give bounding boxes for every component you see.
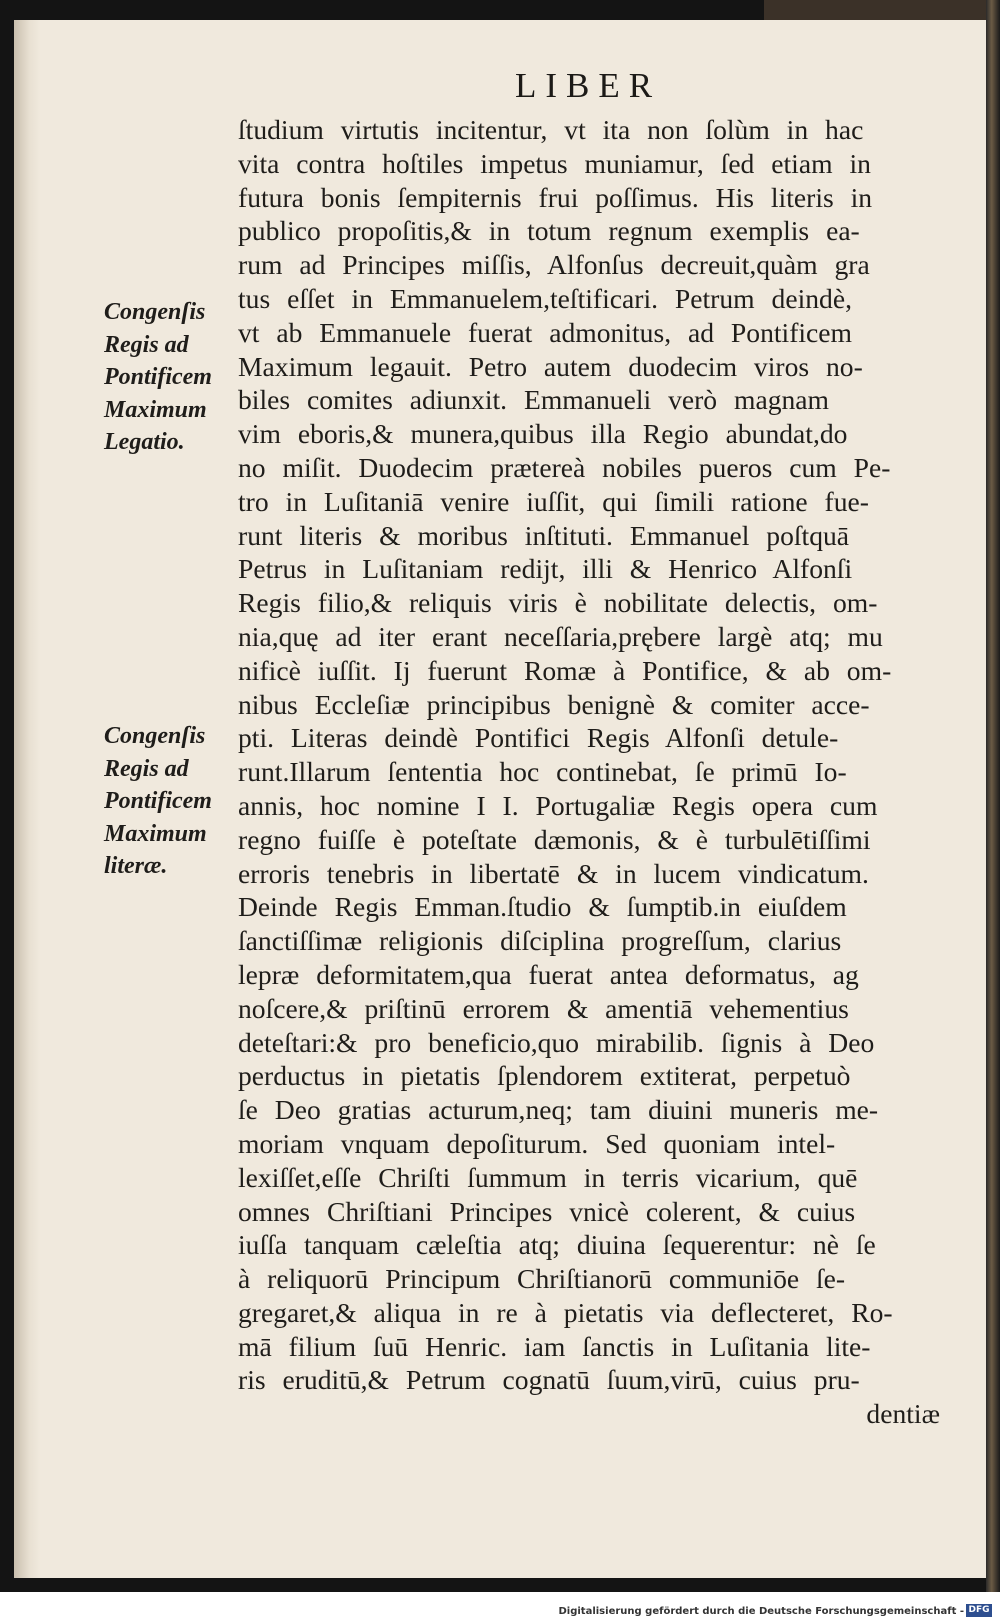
text-line: ſtudium virtutis incitentur, vt ita non ſolùm in hac: [238, 114, 864, 145]
text-line: regno fuiſſe è poteſtate dæmonis, & è turbulētiſſimi: [238, 823, 871, 855]
text-line: à reliquorū Principum Chriſtianorū communiōe ſe-: [238, 1263, 846, 1295]
text-line: runt.Illarum ſententia hoc continebat, ſe primū Io-: [238, 756, 847, 788]
text-line: Petrus in Luſitaniam rediјt, illi & Henrico Alfonſi: [238, 553, 853, 585]
text-line: erroris tenebris in libertatē & in lucem vindicatum.: [238, 857, 869, 889]
text-line: moriam vnquam depoſiturum. Sed quoniam intel-: [238, 1127, 836, 1159]
marginal-line: Pontificem: [104, 788, 212, 814]
marginal-line: literæ.: [104, 853, 168, 879]
text-line: nia,quę ad iter erant neceſſaria,prębere largè atq; mu: [238, 620, 883, 652]
footer-credit: Digitalisierung gefördert durch die Deutsche Forschungsgemeinschaft -: [558, 1606, 964, 1617]
marginal-note-legatio: [104, 296, 234, 459]
text-line: biles comites adiunxit. Emmanueli verò magnam: [238, 384, 830, 416]
text-line: gregaret,& aliqua in re à pietatis via deflecteret, Ro-: [238, 1296, 893, 1328]
text-line: Maximum legauit. Petro autem duodecim viros no-: [238, 350, 863, 382]
marginal-line: Congenſis: [104, 723, 206, 749]
text-line: nificè iuſſit. Ij fuerunt Romæ à Pontifice, & ab om-: [238, 654, 892, 686]
text-line: perductus in pietatis ſplendorem extiterat, perpetuò: [238, 1060, 851, 1092]
running-header: LIBER: [515, 66, 662, 105]
book-edge-right: [986, 0, 1000, 1592]
text-line: deteſtari:& pro beneficio,quo mirabilib. ſignis à Deo: [238, 1026, 875, 1058]
text-line: rum ad Principes miſſis, Alfonſus decreuit,quàm gra: [238, 249, 870, 281]
text-line: ris eruditū,& Petrum cognatū ſuum,virū, cuius pru-: [238, 1364, 860, 1396]
text-line: annis, hoc nomine I I. Portugaliæ Regis opera cum: [238, 789, 878, 821]
text-line: no miſit. Duodecim prætereà nobiles pueros cum Pe-: [238, 451, 891, 483]
text-line: publico propoſitis,& in totum regnum exemplis ea-: [238, 215, 860, 247]
text-line: lexiſſet,eſſe Chriſti ſummum in terris vicarium, quē: [238, 1161, 858, 1193]
text-line: vt ab Emmanuele fuerat admonitus, ad Pontificem: [238, 316, 853, 348]
text-line: noſcere,& priſtinū errorem & amentiā vehementius: [238, 992, 849, 1024]
marginal-line: Maximum: [104, 820, 207, 847]
page-gutter-shadow: [14, 20, 40, 1578]
marginal-line: Legatio.: [104, 429, 185, 455]
text-line: vim eboris,& munera,quibus illa Regio abundat,do: [238, 418, 848, 450]
text-line: mā filium ſuū Henric. iam ſanctis in Luſitania lite-: [238, 1330, 871, 1362]
text-line: nibus Eccleſiæ principibus benignè & comiter acce-: [238, 688, 870, 720]
text-line: Regis filio,& reliquis viris è nobilitate delectis, om-: [238, 587, 878, 619]
text-line: vita contra hoſtiles impetus muniamur, ſed etiam in: [238, 147, 871, 179]
body-text: [238, 113, 940, 1431]
text-line: iuſſa tanquam cæleſtia atq; diuina ſequerentur: nè ſe: [238, 1229, 876, 1261]
marginal-line: Regis ad: [104, 755, 189, 782]
marginal-note-literae: [104, 720, 234, 883]
text-line: Deinde Regis Emman.ſtudio & ſumptib.in eiuſdem: [238, 891, 847, 923]
text-line: ſe Deo gratias acturum,neq; tam diuini muneris me-: [238, 1094, 879, 1126]
text-line: runt literis & moribus inſtituti. Emmanuel poſtquā: [238, 519, 850, 551]
text-line: tus eſſet in Emmanuelem,teſtificari. Petrum deindè,: [238, 282, 852, 314]
text-line: lepræ deformitatem,qua fuerat antea deformatus, ag: [238, 958, 859, 990]
text-line: futura bonis ſempiternis frui poſſimus. His literis in: [238, 181, 873, 213]
book-edge-top: [764, 0, 1000, 20]
marginal-line: Regis ad: [104, 331, 189, 358]
text-line: pti. Literas deindè Pontifici Regis Alfonſi detule-: [238, 722, 839, 754]
text-line: tro in Luſitaniā venire iuſſit, qui ſimili ratione fue-: [238, 485, 869, 517]
catchword: dentiæ: [866, 1398, 940, 1430]
marginal-line: Pontificem: [104, 364, 212, 390]
dfg-logo: DFG: [966, 1604, 992, 1617]
marginal-line: Maximum: [104, 396, 207, 423]
text-line: omnes Chriſtiani Principes vnicè colerent, & cuius: [238, 1195, 856, 1227]
marginal-line: Congenſis: [104, 299, 206, 325]
text-line: ſanctiſſimæ religionis diſciplina progreſſum, clarius: [238, 925, 842, 957]
